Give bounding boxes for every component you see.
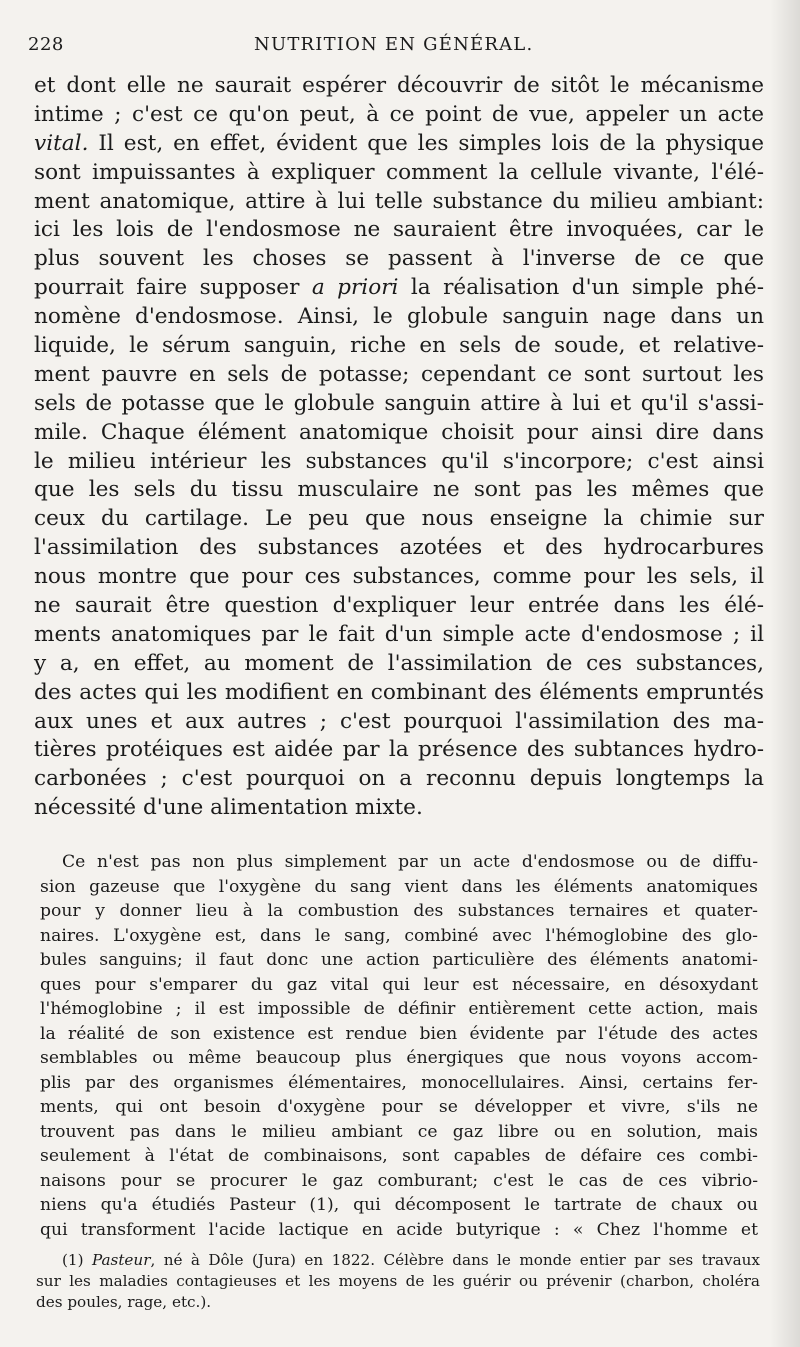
small-text-line: l'hémoglobine ; il est impossible de définir entièrement cette action, mais <box>40 999 758 1019</box>
small-text-line: naisons pour se procurer le gaz comburant; c'est le cas de ces vibrio- <box>40 1170 758 1191</box>
italic-word: vital. <box>34 130 89 156</box>
small-text-line: ques pour s'emparer du gaz vital qui leur est nécessaire, en désoxydant <box>40 974 758 995</box>
running-head <box>28 34 760 58</box>
small-text-line: pour y donner lieu à la combustion des substances ternaires et quater- <box>40 901 758 921</box>
italic-word: a priori <box>311 275 399 301</box>
small-print-paragraph <box>40 850 758 1242</box>
text-line: intime ; c'est ce qu'on peut, à ce point de vue, appeler un acte <box>34 101 764 127</box>
text-line: ceux du cartilage. Le peu que nous enseigne la chimie sur <box>34 506 764 532</box>
text-line: pourrait faire supposer a priori la réalisation d'un simple phé- <box>34 275 764 301</box>
text-line: le milieu intérieur les substances qu'il s'incorpore; c'est ainsi <box>34 448 764 474</box>
text-line: ment pauvre en sels de potasse; cependant ce sont surtout les <box>34 361 764 387</box>
footnote <box>36 1250 760 1313</box>
text-line: aux unes et aux autres ; c'est pourquoi l'assimilation des ma- <box>34 708 764 734</box>
footnote-line: sur les maladies contagieuses et les moyens de les guérir ou prévenir (charbon, choléra <box>36 1272 760 1290</box>
small-text-line: semblables ou même beaucoup plus énergiques que nous voyons accom- <box>40 1048 758 1068</box>
text-line: l'assimilation des substances azotées et des hydrocarbures <box>34 535 764 561</box>
small-text-line: seulement à l'état de combinaisons, sont capables de défaire ces combi- <box>40 1146 758 1166</box>
footnote-marker: (1) <box>62 1251 84 1269</box>
text-line: ment anatomique, attire à lui telle substance du milieu ambiant: <box>34 188 764 214</box>
main-paragraph <box>34 72 764 823</box>
text-line: nomène d'endosmose. Ainsi, le globule sanguin nage dans un <box>34 304 764 330</box>
text-line: nécessité d'une alimentation mixte. <box>34 795 423 821</box>
footnote-name: Pasteur <box>91 1251 151 1269</box>
footnote-line: des poules, rage, etc.). <box>36 1293 212 1311</box>
text-line: vital. Il est, en effet, évident que les simples lois de la physique <box>34 130 764 156</box>
small-text-line: sion gazeuse que l'oxygène du sang vient dans les éléments anatomiques <box>40 876 758 897</box>
text-line: nous montre que pour ces substances, comme pour les sels, il <box>34 564 764 590</box>
text-line: ne saurait être question d'expliquer leur entrée dans les élé- <box>34 593 764 619</box>
text-line: que les sels du tissu musculaire ne sont pas les mêmes que <box>34 477 764 503</box>
text-line: et dont elle ne saurait espérer découvrir de sitôt le mécanisme <box>34 73 764 98</box>
text-line: ici les lois de l'endosmose ne sauraient être invoquées, car le <box>34 217 764 243</box>
text-line: plus souvent les choses se passent à l'inverse de ce que <box>34 246 764 272</box>
small-text-line: la réalité de son existence est rendue bien évidente par l'étude des actes <box>40 1023 758 1044</box>
text-line: carbonées ; c'est pourquoi on a reconnu depuis longtemps la <box>34 766 764 792</box>
text-line: liquide, le sérum sanguin, riche en sels de soude, et relative- <box>34 333 764 359</box>
text-line: ments anatomiques par le fait d'un simple acte d'endosmose ; il <box>34 621 764 647</box>
text-line: des actes qui les modifient en combinant des éléments empruntés <box>34 679 764 705</box>
text-line: y a, en effet, au moment de l'assimilation de ces substances, <box>34 650 764 676</box>
text-line: sont impuissantes à expliquer comment la cellule vivante, l'élé- <box>34 159 764 185</box>
text-line: sels de potasse que le globule sanguin attire à lui et qu'il s'assi- <box>34 390 764 416</box>
page-number: 228 <box>28 34 64 55</box>
small-text-line: bules sanguins; il faut donc une action particulière des éléments anatomi- <box>40 950 758 970</box>
text-line: tières protéiques est aidée par la présence des subtances hydro- <box>34 737 764 763</box>
small-text-line: plis par des organismes élémentaires, monocellulaires. Ainsi, certains fer- <box>40 1072 758 1093</box>
small-text-line: qui transforment l'acide lactique en acide butyrique : « Chez l'homme et <box>40 1219 758 1240</box>
running-title: NUTRITION EN GÉNÉRAL. <box>254 34 534 55</box>
footnote-line-text: , né à Dôle (Jura) en 1822. Célèbre dans le monde entier par ses travaux <box>150 1251 760 1269</box>
small-text-line: niens qu'a étudiés Pasteur (1), qui décomposent le tartrate de chaux ou <box>40 1195 758 1215</box>
small-text-line: ments, qui ont besoin d'oxygène pour se développer et vivre, s'ils ne <box>40 1097 758 1117</box>
small-text-line: naires. L'oxygène est, dans le sang, combiné avec l'hémoglobine des glo- <box>40 925 758 946</box>
small-text-line: trouvent pas dans le milieu ambiant ce gaz libre ou en solution, mais <box>40 1121 758 1142</box>
small-text-line: Ce n'est pas non plus simplement par un acte d'endosmose ou de diffu- <box>62 852 758 872</box>
footnote-line <box>36 1250 760 1271</box>
text-line: mile. Chaque élément anatomique choisit pour ainsi dire dans <box>34 419 764 445</box>
